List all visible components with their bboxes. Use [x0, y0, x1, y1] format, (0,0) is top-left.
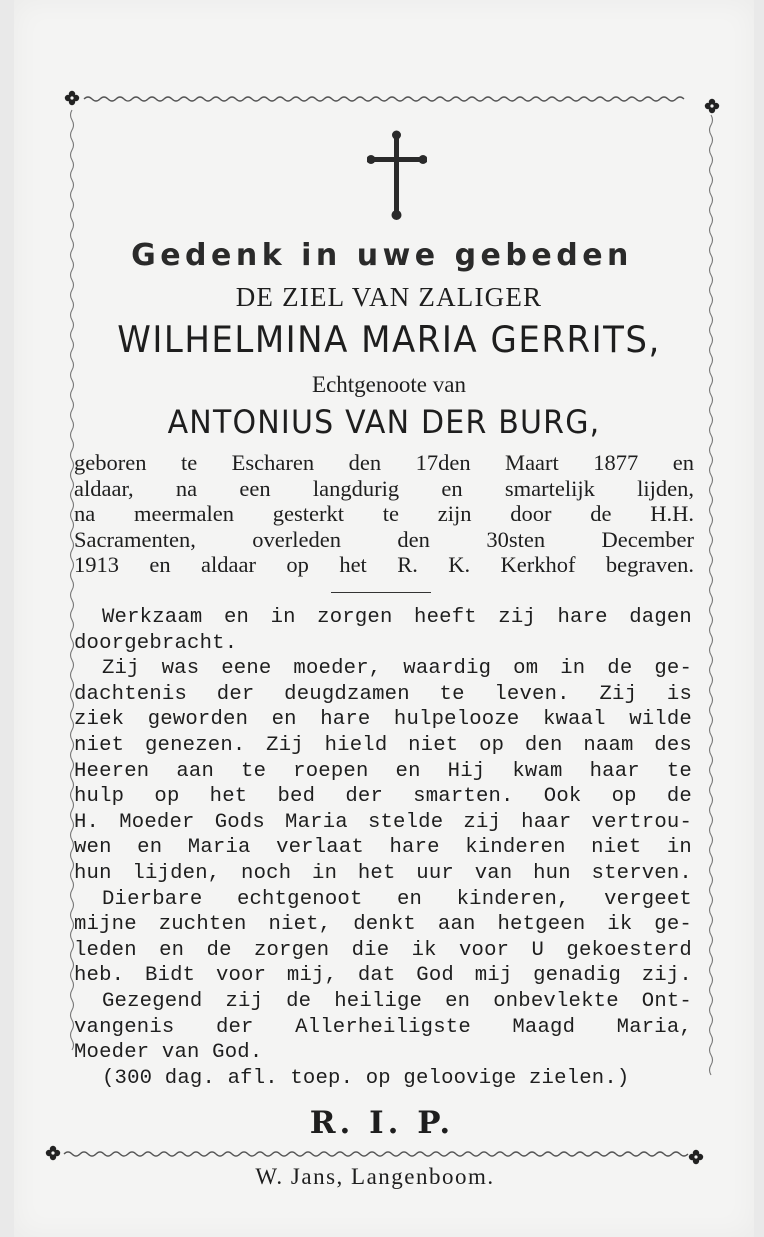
- prayer-line: Moeder van God.: [74, 1041, 263, 1065]
- prayer-line: mijne zuchten niet, denkt aan hetgeen ik ge-: [74, 913, 692, 937]
- prayer-text: [74, 605, 692, 1091]
- prayer-line: Zij was eene moeder, waardig om in de ge-: [102, 657, 692, 681]
- rip-text: R. I. P.: [309, 1105, 455, 1141]
- prayer-line: hulp op het bed der smarten. Ook op de: [74, 785, 692, 809]
- spouse-name: ANTONIUS VAN DER BURG,: [167, 403, 601, 442]
- biography-line: geboren te Escharen den 17den Maart 1877 en: [74, 450, 694, 475]
- flower-ornament-icon: [689, 1150, 703, 1164]
- biography-line: na meermalen gesterkt te zijn door de H.H.: [74, 501, 694, 526]
- border-top: [84, 97, 684, 101]
- flower-ornament-icon: [65, 91, 79, 105]
- flower-ornament-icon: [705, 99, 719, 113]
- deceased-name: WILHELMINA MARIA GERRITS,: [117, 318, 661, 362]
- indulgence-note: (300 dag. afl. toep. op geloovige zielen.): [102, 1066, 630, 1090]
- border-bottom: [64, 1152, 688, 1156]
- prayer-line: Dierbare echtgenoot en kinderen, vergeet: [102, 887, 692, 911]
- relation-text: Echtgenoote van: [312, 372, 466, 397]
- biography-line: 1913 en aldaar op het R. K. Kerkhof begraven.: [74, 552, 694, 577]
- prayer-line: wen en Maria verlaat hare kinderen niet in: [74, 836, 692, 860]
- cross-icon: [367, 130, 427, 222]
- prayer-line: Heeren aan te roepen en Hij kwam haar te: [74, 759, 692, 783]
- prayer-line: heb. Bidt voor mij, dat God mij genadig zij.: [74, 964, 692, 988]
- biography-line: Sacramenten, overleden den 30sten December: [74, 526, 694, 552]
- flower-ornament-icon: [46, 1146, 60, 1160]
- prayer-line: doorgebracht.: [74, 631, 238, 655]
- prayer-line: vangenis der Allerheiligste Maagd Maria,: [74, 1015, 692, 1039]
- subheading: DE ZIEL VAN ZALIGER: [235, 282, 543, 312]
- prayer-line: leden en de zorgen die ik voor U gekoesterd: [74, 938, 692, 962]
- prayer-line: dachtenis der deugdzamen te leven. Zij is: [74, 682, 692, 706]
- biography: [74, 450, 694, 578]
- prayer-line: hun lijden, noch in het uur van hun sterven.: [74, 861, 692, 885]
- prayer-line: Werkzaam en in zorgen heeft zij hare dagen: [102, 606, 692, 629]
- prayer-line: H. Moeder Gods Maria stelde zij haar vertrou-: [74, 810, 692, 834]
- prayer-line: Gezegend zij de heilige en onbevlekte Ont-: [102, 989, 692, 1013]
- printer-credit: W. Jans, Langenboom.: [255, 1164, 495, 1189]
- divider-line: [331, 592, 431, 593]
- biography-line: aldaar, na een langdurig en smartelijk lijden,: [74, 475, 694, 501]
- prayer-line: niet genezen. Zij hield niet op den naam des: [74, 733, 692, 757]
- heading: Gedenk in uwe gebeden: [131, 238, 633, 273]
- prayer-line: ziek geworden en hare hulpelooze kwaal wilde: [74, 708, 692, 732]
